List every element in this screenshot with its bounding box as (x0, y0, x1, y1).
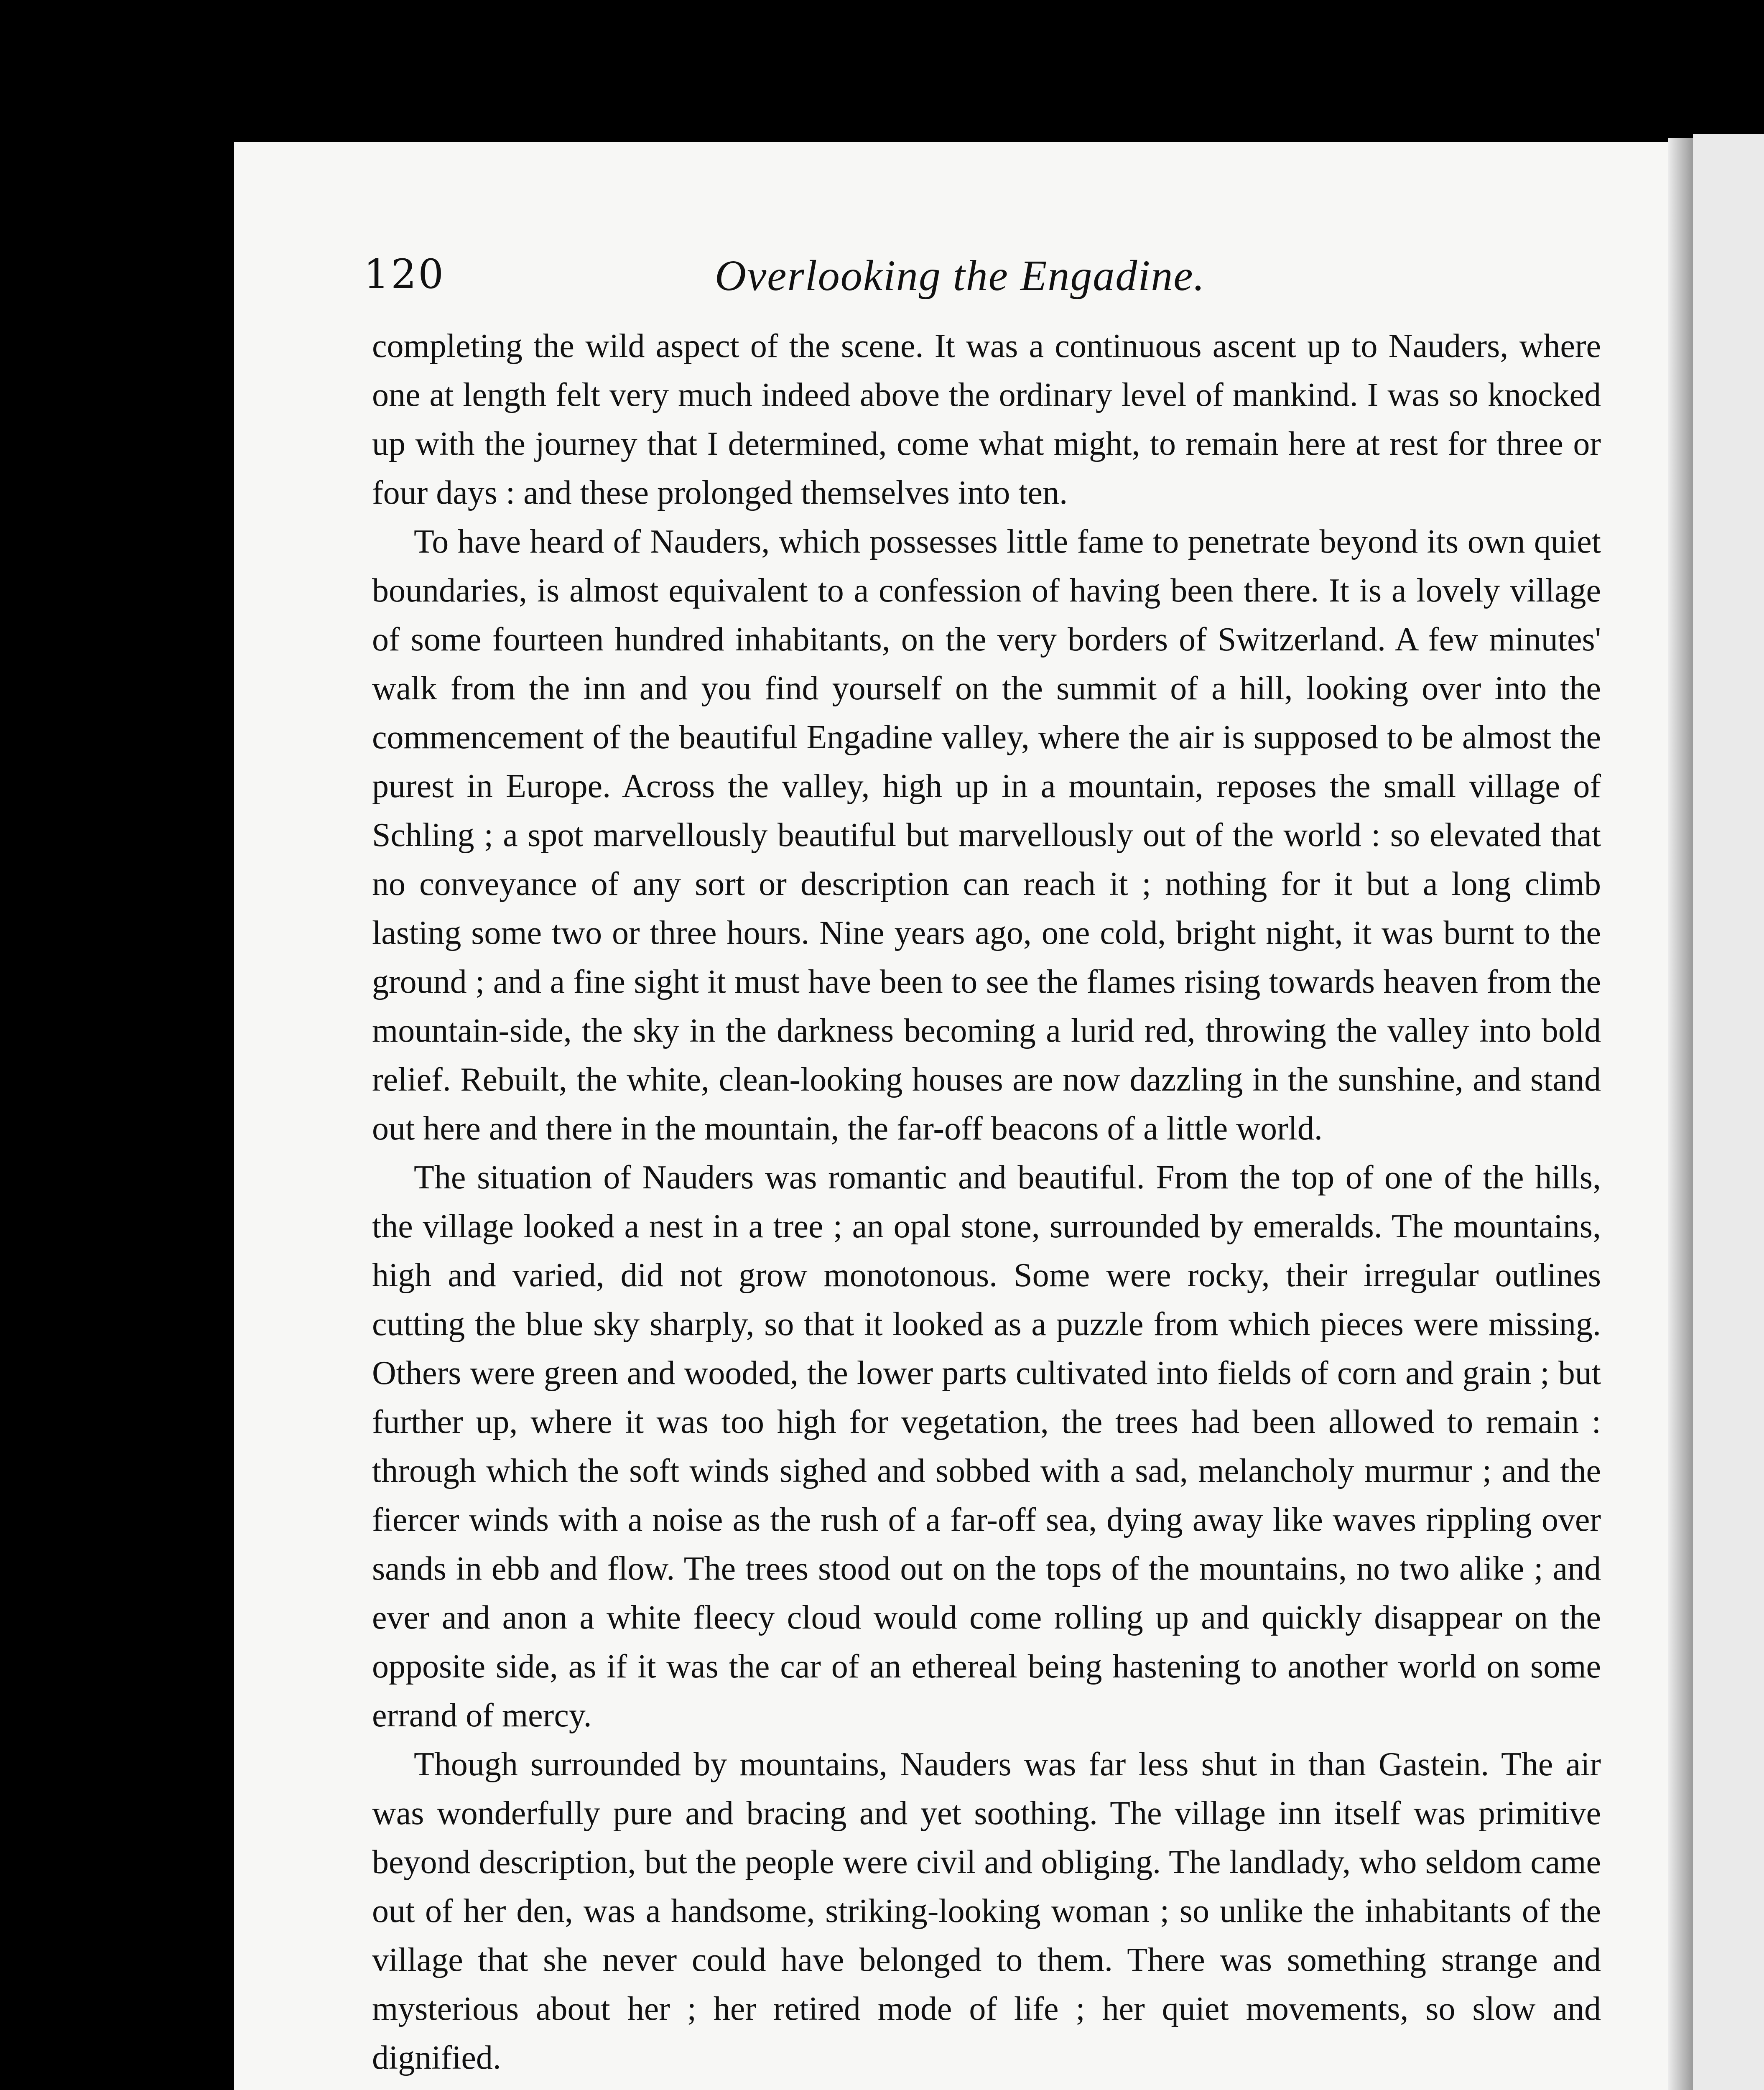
page-header (364, 251, 1601, 309)
adjacent-page (1693, 134, 1764, 2090)
paragraph: The situation of Nauders was romantic and beautiful. From the top of one of the hills, the village looked a nest in a tree ; an opal stone, surrounded by emeralds. The mountains, high and varied, did not grow monotonous. Some were rocky, their irregular outlines cutting the blue sky sharply, so that it looked as a puzzle from which pieces were missing. Others were green and wooded, the lower parts cultivated into fields of corn and grain ; but further up, where it was too high for vegetation, the trees had been allowed to remain : through which the soft winds sighed and sobbed with a sad, melancholy murmur ; and the fiercer winds with a noise as the rush of a far-off sea, dying away like waves rippling over sands in ebb and flow. The trees stood out on the tops of the mountains, no two alike ; and ever and anon a white fleecy cloud would come rolling up and quickly disappear on the opposite side, as if it was the car of an ethereal being hastening to another world on some errand of mercy. (372, 1159, 1601, 1734)
page-edge (1668, 138, 1693, 2090)
paragraph: Though surrounded by mountains, Nauders was far less shut in than Gastein. The air was wonderfully pure and bracing and yet soothing. The village inn itself was primitive beyond description, but the people were civil and obliging. The landlady, who seldom came out of her den, was a handsome, striking-looking woman ; so unlike the inhabitants of the village that she never could have belonged to them. There was something strange and mysterious about her ; her retired mode of life ; her quiet movements, so slow and dignified. (372, 1746, 1601, 2076)
page-number: 120 (364, 251, 446, 298)
paragraph: completing the wild aspect of the scene. It was a continuous ascent up to Nauders, where one at length felt very much indeed above the ordinary level of mankind. I was so knocked up with the journey that I determined, come what might, to remain here at rest for three or four days : and these prolonged themselves into ten. (372, 328, 1601, 511)
body-text (372, 322, 1601, 2082)
paragraph: To have heard of Nauders, which possesses little fame to penetrate beyond its own quiet boundaries, is almost equivalent to a confession of having been there. It is a lovely village of some fourteen hundred inhabitants, on the very borders of Switzerland. A few minutes' walk from the inn and you find yourself on the summit of a hill, looking over into the commencement of the beautiful Engadine valley, where the air is supposed to be almost the purest in Europe. Across the valley, high up in a mountain, reposes the small village of Schling ; a spot marvellously beautiful but marvellously out of the world : so elevated that no conveyance of any sort or description can reach it ; nothing for it but a long climb lasting some two or three hours. Nine years ago, one cold, bright night, it was burnt to the ground ; and a fine sight it must have been to see the flames rising towards heaven from the mountain-side, the sky in the darkness becoming a lurid red, throwing the valley into bold relief. Rebuilt, the white, clean-looking houses are now dazzling in the sunshine, and stand out here and there in the mountain, the far-off beacons of a little world. (372, 523, 1601, 1147)
running-title: Overlooking the Engadine. (715, 252, 1206, 300)
